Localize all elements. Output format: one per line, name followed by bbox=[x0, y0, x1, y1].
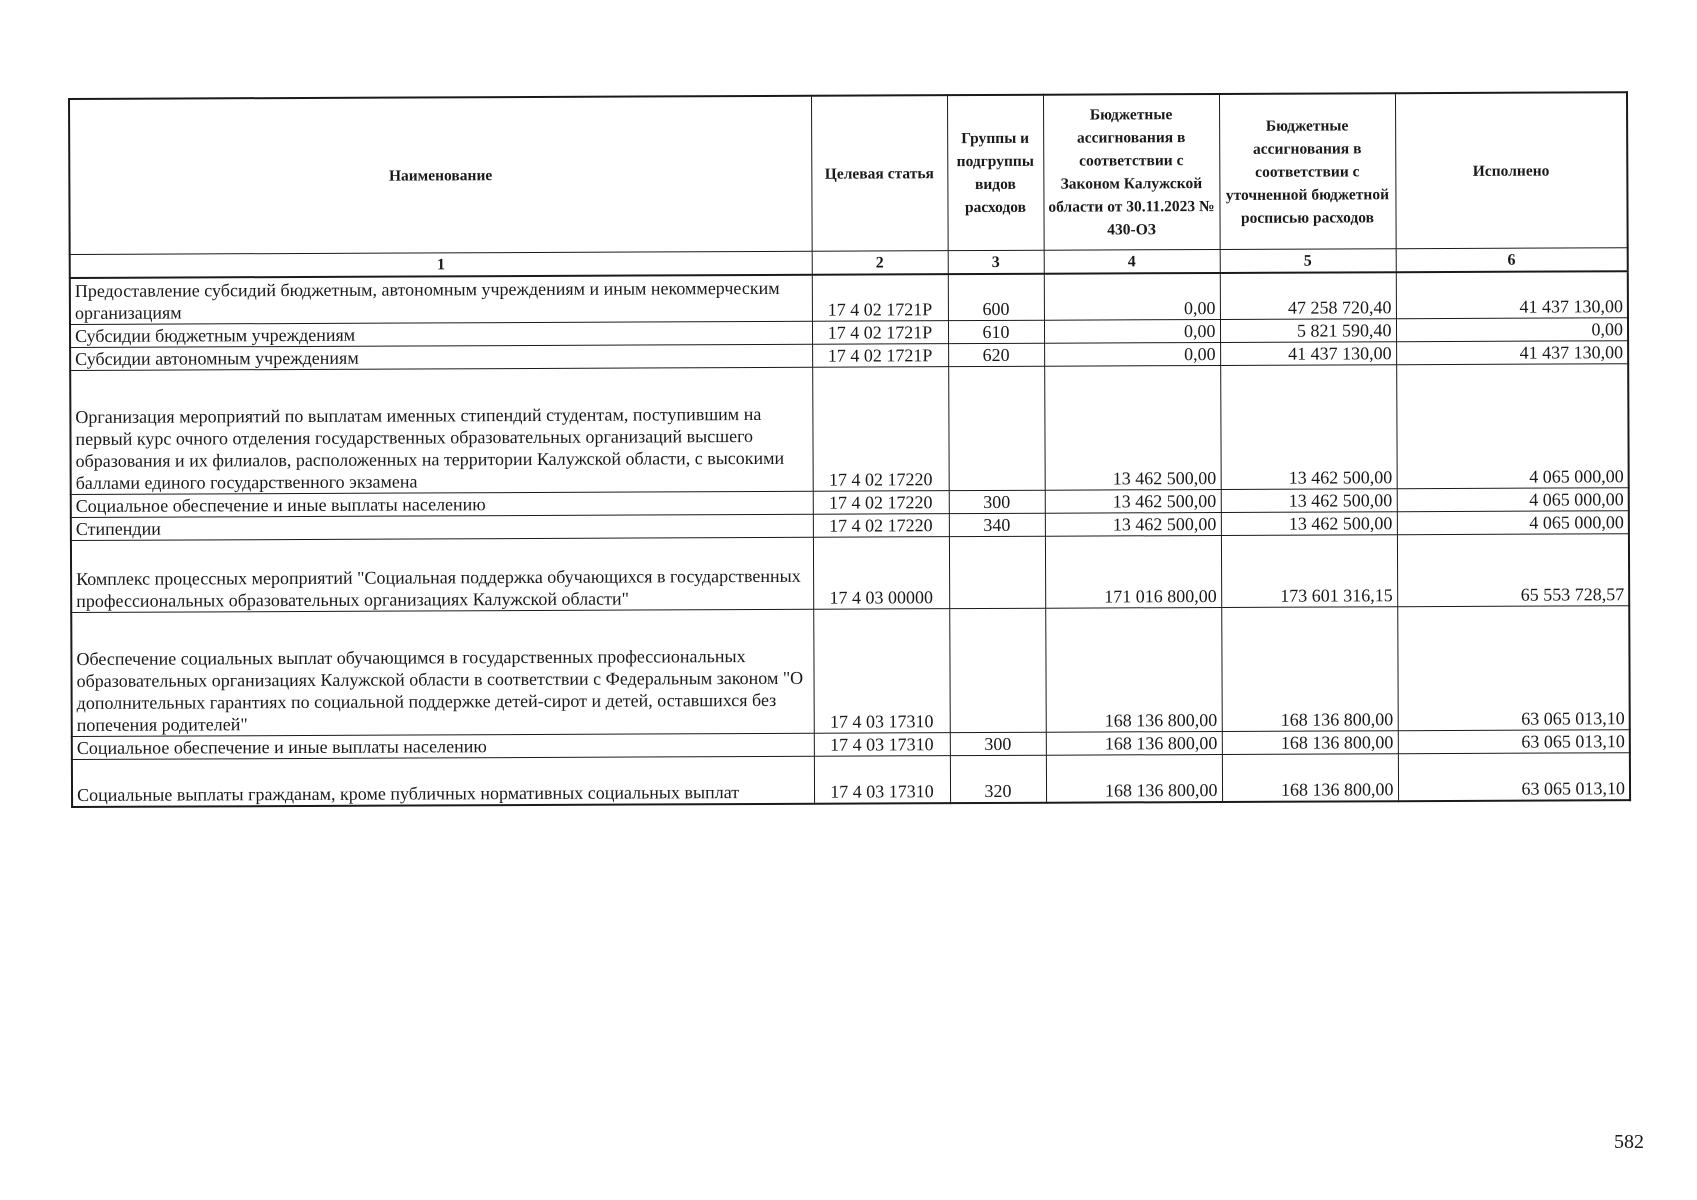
row-executed-amount: 4 065 000,00 bbox=[1397, 510, 1629, 534]
row-law-amount: 0,00 bbox=[1044, 273, 1220, 320]
budget-table bbox=[68, 91, 1631, 808]
header-refined-allocations: Бюджетные ассигнования в соответствии с уточненной бюджетной росписью расходов bbox=[1219, 93, 1396, 249]
row-name: Социальное обеспечение и иные выплаты населению bbox=[71, 491, 813, 517]
row-executed-amount: 65 553 728,57 bbox=[1397, 533, 1629, 606]
row-name: Обеспечение социальных выплат обучающимся в государственных профессиональных образовательных организациях Калужской области в соответствии с Федеральным законом "О дополнительных гарантиях по социальной поддержке детей-сирот и детей, оставшихся без попечения родителей" bbox=[71, 609, 814, 736]
row-expense-group: 600 bbox=[948, 274, 1044, 320]
row-target-code: 17 4 02 1721Р bbox=[812, 343, 948, 367]
table-row bbox=[70, 271, 1628, 324]
header-law-allocations: Бюджетные ассигнования в соответствии с Законом Калужской области от 30.11.2023 № 430-ОЗ bbox=[1043, 94, 1220, 250]
row-expense-group bbox=[949, 536, 1045, 608]
table-row bbox=[70, 363, 1629, 494]
row-expense-group: 620 bbox=[948, 343, 1044, 366]
page-number: 582 bbox=[1614, 1131, 1644, 1153]
column-number: 5 bbox=[1220, 249, 1396, 273]
row-expense-group: 340 bbox=[949, 513, 1045, 536]
table-row bbox=[71, 605, 1630, 736]
row-expense-group bbox=[949, 608, 1046, 732]
row-executed-amount: 4 065 000,00 bbox=[1396, 363, 1629, 488]
row-refined-amount: 41 437 130,00 bbox=[1220, 341, 1396, 365]
row-executed-amount: 63 065 013,10 bbox=[1398, 752, 1630, 801]
row-target-code: 17 4 02 17220 bbox=[813, 513, 949, 537]
row-name: Субсидии автономным учреждениям bbox=[70, 344, 812, 370]
row-name: Социальные выплаты гражданам, кроме публичных нормативных социальных выплат bbox=[72, 756, 814, 807]
row-target-code: 17 4 02 1721Р bbox=[812, 274, 948, 321]
row-name: Субсидии бюджетным учреждениям bbox=[70, 321, 812, 347]
row-refined-amount: 168 136 800,00 bbox=[1222, 753, 1398, 802]
row-executed-amount: 4 065 000,00 bbox=[1397, 487, 1629, 511]
row-expense-group: 300 bbox=[949, 490, 1045, 513]
row-law-amount: 171 016 800,00 bbox=[1045, 535, 1221, 608]
column-number: 6 bbox=[1396, 248, 1628, 273]
row-law-amount: 13 462 500,00 bbox=[1044, 365, 1221, 490]
row-target-code: 17 4 03 00000 bbox=[813, 536, 949, 609]
header-expense-groups: Группы и подгруппы видов расходов bbox=[947, 95, 1044, 251]
row-law-amount: 168 136 800,00 bbox=[1046, 731, 1222, 755]
row-refined-amount: 47 258 720,40 bbox=[1220, 272, 1396, 319]
row-name: Стипендии bbox=[71, 514, 813, 540]
header-executed: Исполнено bbox=[1395, 92, 1628, 249]
table-row bbox=[72, 752, 1630, 807]
row-executed-amount: 63 065 013,10 bbox=[1397, 605, 1630, 730]
row-executed-amount: 41 437 130,00 bbox=[1396, 340, 1628, 364]
row-executed-amount: 63 065 013,10 bbox=[1398, 729, 1630, 753]
row-name: Социальное обеспечение и иные выплаты населению bbox=[72, 733, 814, 759]
header-target-article: Целевая статья bbox=[811, 95, 948, 251]
table-row bbox=[71, 533, 1629, 612]
row-name: Организация мероприятий по выплатам именных стипендий студентам, поступившим на первый курс очного отделения государственных образовательных организаций высшего образования и их филиалов, расположенных на территории Калужской области, с высокими баллами единого государственного экзамена bbox=[70, 367, 813, 494]
row-expense-group: 320 bbox=[950, 755, 1046, 803]
row-executed-amount: 0,00 bbox=[1396, 317, 1628, 341]
row-law-amount: 0,00 bbox=[1044, 319, 1220, 343]
row-law-amount: 0,00 bbox=[1044, 342, 1220, 366]
row-name: Предоставление субсидий бюджетным, автономным учреждениям и иным некоммерческим организациям bbox=[70, 275, 812, 324]
row-expense-group: 300 bbox=[950, 732, 1046, 755]
row-target-code: 17 4 02 17220 bbox=[812, 366, 949, 491]
column-number: 2 bbox=[812, 251, 948, 275]
header-name: Наименование bbox=[69, 96, 812, 255]
row-refined-amount: 13 462 500,00 bbox=[1221, 488, 1397, 512]
row-law-amount: 168 136 800,00 bbox=[1046, 754, 1222, 803]
row-refined-amount: 5 821 590,40 bbox=[1220, 318, 1396, 342]
row-target-code: 17 4 03 17310 bbox=[813, 608, 950, 733]
row-target-code: 17 4 03 17310 bbox=[814, 732, 950, 756]
row-target-code: 17 4 02 1721Р bbox=[812, 320, 948, 344]
row-refined-amount: 168 136 800,00 bbox=[1222, 730, 1398, 754]
row-law-amount: 168 136 800,00 bbox=[1045, 607, 1222, 732]
row-refined-amount: 173 601 316,15 bbox=[1221, 534, 1397, 607]
column-number: 4 bbox=[1044, 249, 1220, 273]
row-law-amount: 13 462 500,00 bbox=[1045, 489, 1221, 513]
row-expense-group: 610 bbox=[948, 320, 1044, 343]
column-number: 3 bbox=[948, 250, 1044, 274]
row-target-code: 17 4 03 17310 bbox=[814, 755, 950, 804]
row-refined-amount: 13 462 500,00 bbox=[1220, 364, 1397, 489]
header-row bbox=[69, 92, 1628, 254]
row-refined-amount: 168 136 800,00 bbox=[1221, 606, 1398, 731]
row-target-code: 17 4 02 17220 bbox=[813, 490, 949, 514]
row-expense-group bbox=[948, 366, 1045, 490]
column-number: 1 bbox=[70, 251, 812, 278]
row-name: Комплекс процессных мероприятий "Социальная поддержка обучающихся в государственных профессиональных образовательных организациях Калужской области" bbox=[71, 537, 813, 612]
row-law-amount: 13 462 500,00 bbox=[1045, 512, 1221, 536]
row-refined-amount: 13 462 500,00 bbox=[1221, 511, 1397, 535]
row-executed-amount: 41 437 130,00 bbox=[1396, 271, 1628, 318]
